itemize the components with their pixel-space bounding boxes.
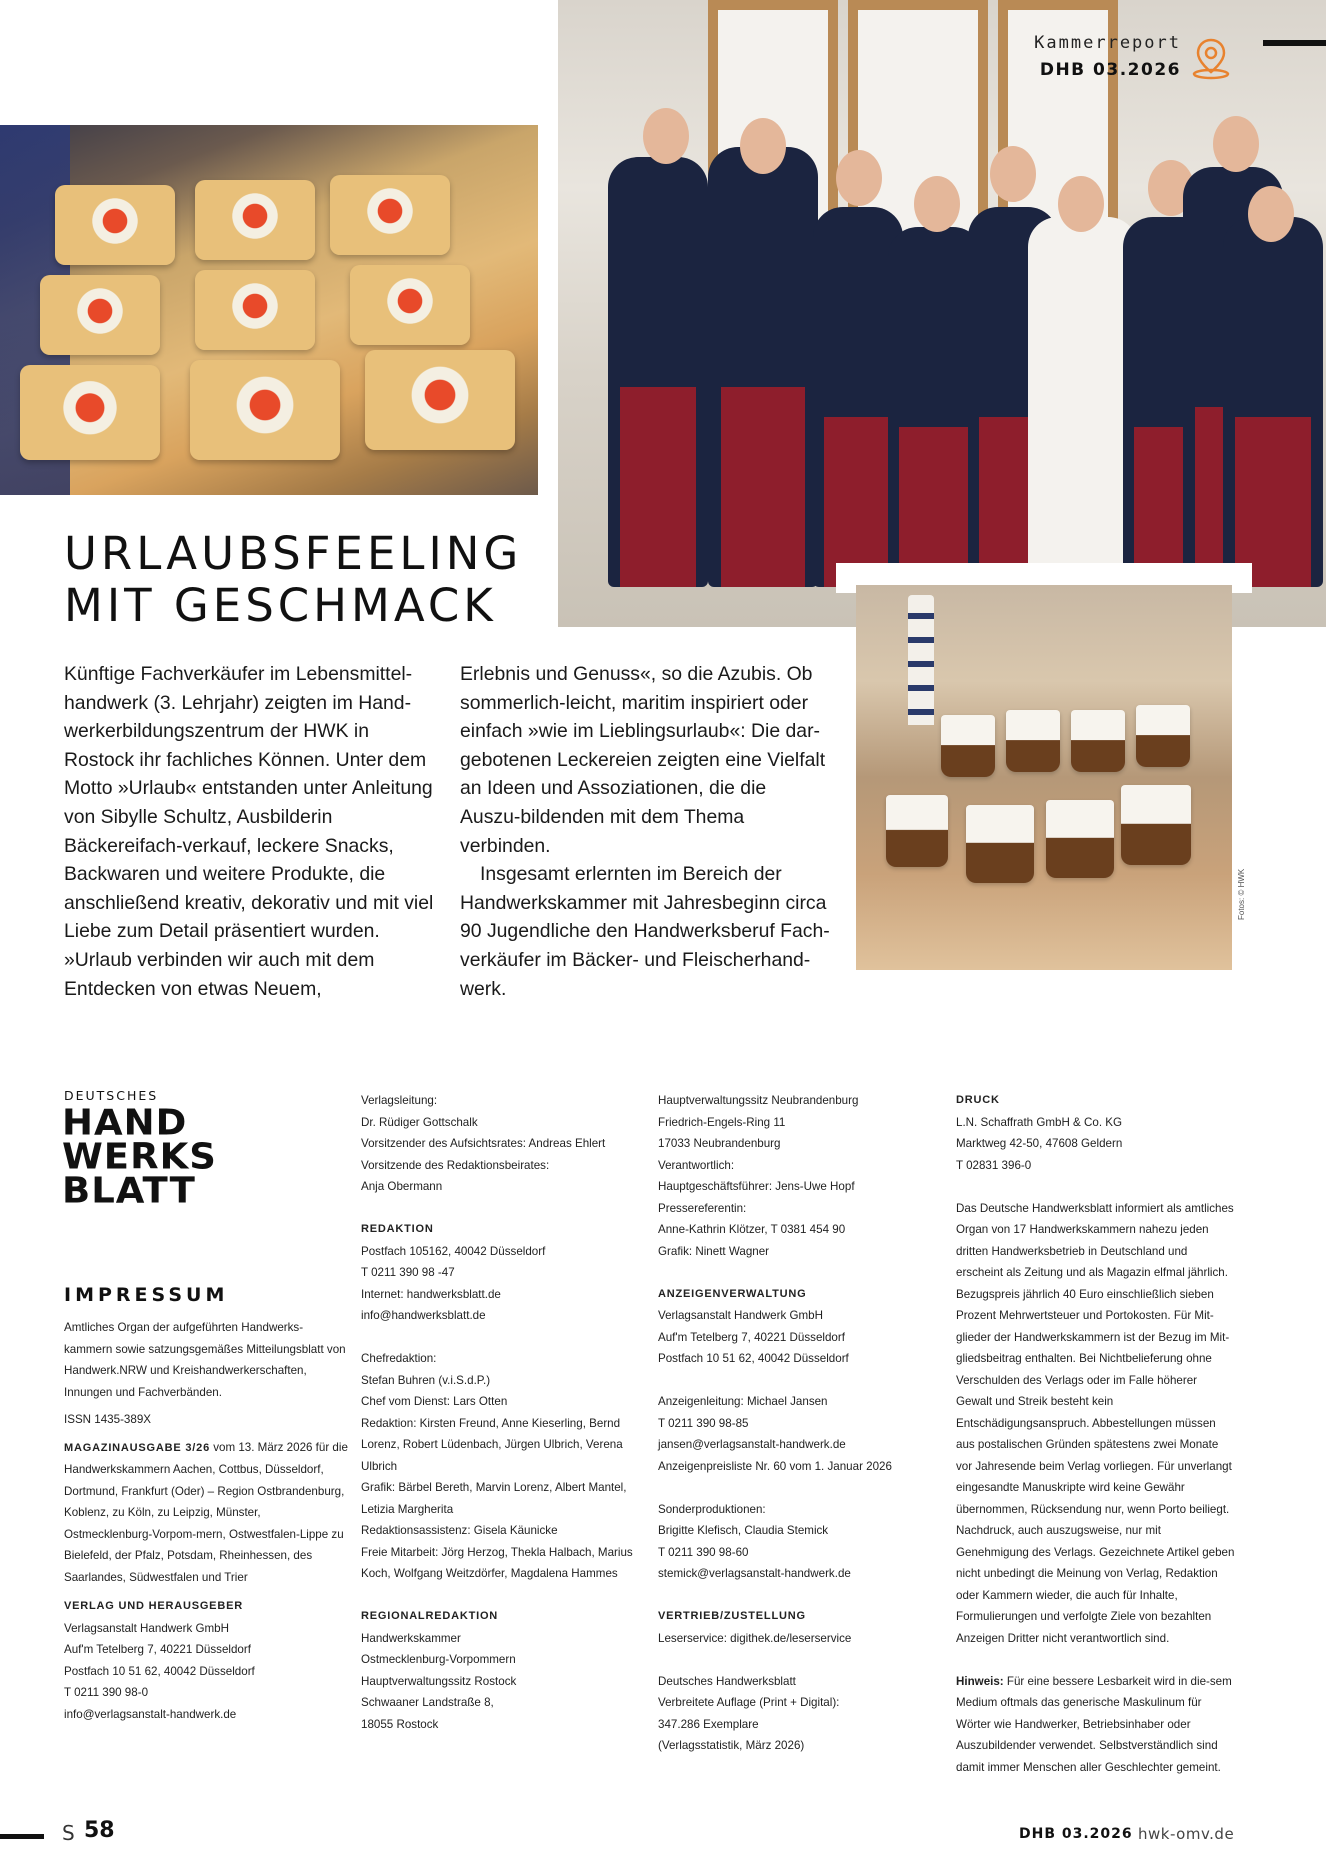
text-line: Redaktion: Kirsten Freund, Anne Kieserling, Bernd Lorenz, Robert Lüdenbach, Jürgen Ulbrich, Verena Ulbrich xyxy=(361,1416,623,1473)
dessert-glass xyxy=(886,795,948,867)
text-line: T 0211 390 98 -47 xyxy=(361,1266,455,1279)
redaktion-heading: REDAKTION xyxy=(361,1223,434,1235)
food-photo xyxy=(0,125,538,495)
publisher-heading: VERLAG UND HERAUSGEBER xyxy=(64,1600,243,1612)
leserservice-link: Leserservice: digithek.de/leserservice xyxy=(658,1631,852,1645)
dessert-glass xyxy=(1136,705,1190,767)
text-line: Postfach 10 51 62, 40042 Düsseldorf xyxy=(658,1352,849,1365)
article-paragraph: Erlebnis und Genuss«, so die Azubis. Ob sommerlich-leicht, maritim inspiriert oder einfach »wie im Lieblingsurlaub«: Die dar-gebotenen Leckereien zeigten eine Vielfalt an Ideen und Assoziationen, die die Auszu-bildenden mit dem Thema verbinden. xyxy=(460,663,826,857)
issue-text: vom 13. März 2026 für die Handwerkskammern Aachen, Cottbus, Düsseldorf, Dortmund, Frankfurt (Oder) – Region Ostbrandenburg, Koblenz, zu Köln, zu Leipzig, Münster, Ostmecklenburg-Vorpom-mern, Ostwestfalen-Lippe zu Bielefeld, der Pfalz, Potsdam, Rheinhessen, des Saarlandes, Südwestfalen und Trier xyxy=(64,1440,348,1584)
vertrieb-heading: VERTRIEB/ZUSTELLUNG xyxy=(658,1610,806,1622)
person-head xyxy=(740,118,786,174)
issue-info xyxy=(64,1437,349,1589)
group-photo xyxy=(558,0,1326,627)
issn: ISSN 1435-389X xyxy=(64,1413,152,1426)
email-link: stemick@verlagsanstalt-handwerk.de xyxy=(658,1567,851,1580)
text-line: Postfach 105162, 40042 Düsseldorf xyxy=(361,1244,546,1258)
text-line: Friedrich-Engels-Ring 11 xyxy=(658,1115,786,1129)
issue-label: DHB 03.2026 xyxy=(1039,60,1181,80)
impressum-column-2 xyxy=(361,1090,641,1735)
person-head xyxy=(914,176,960,232)
impressum-column-1 xyxy=(64,1317,349,1725)
person xyxy=(608,157,708,587)
section-kicker: Kammerreport xyxy=(1034,33,1181,53)
person-head xyxy=(1058,176,1104,232)
text-line: Vorsitzende des Redaktionsbeirates: xyxy=(361,1158,550,1172)
impressum-column-4 xyxy=(956,1090,1236,1778)
tart xyxy=(195,180,315,260)
dessert-glass xyxy=(1046,800,1114,878)
text-line: Brigitte Klefisch, Claudia Stemick xyxy=(658,1524,829,1537)
tart xyxy=(55,185,175,265)
text-line: Chefredaktion: xyxy=(361,1352,437,1365)
impressum-column-3 xyxy=(658,1090,943,1757)
text-line: Freie Mitarbeit: Jörg Herzog, Thekla Halbach, Marius Koch, Wolfgang Weitzdörfer, Magdalena Hammes xyxy=(361,1545,633,1580)
footer-site: hwk-omv.de xyxy=(1138,1825,1235,1843)
text-line: L.N. Schaffrath GmbH & Co. KG xyxy=(956,1115,1123,1129)
text-line: Redaktionsassistenz: Gisela Käunicke xyxy=(361,1524,558,1537)
text-line: Hauptgeschäftsführer: Jens-Uwe Hopf xyxy=(658,1180,855,1193)
text-line: Stefan Buhren (v.i.S.d.P.) xyxy=(361,1373,491,1387)
text-line: Verlagsanstalt Handwerk GmbH xyxy=(658,1309,823,1322)
logo-werks: WERKS xyxy=(62,1136,217,1177)
text-line: Chef vom Dienst: Lars Otten xyxy=(361,1395,508,1408)
text-line: Grafik: Bärbel Bereth, Marvin Lorenz, Albert Mantel, Letizia Margherita xyxy=(361,1481,627,1516)
logo-hand: HAND xyxy=(62,1102,188,1143)
text-line: T 0211 390 98-60 xyxy=(658,1545,749,1559)
headline-line-2: MIT GESCHMACK xyxy=(64,579,497,632)
circulation-count: 347.286 Exemplare xyxy=(658,1717,759,1731)
issue-label: MAGAZINAUSGABE 3/26 xyxy=(64,1441,210,1454)
person-head xyxy=(990,146,1036,202)
instructor xyxy=(1028,217,1138,587)
text-line: Verbreitete Auflage (Print + Digital): xyxy=(658,1696,840,1709)
hinweis-label: Hinweis: xyxy=(956,1674,1004,1688)
publisher-line: Verlagsanstalt Handwerk GmbH xyxy=(64,1621,229,1635)
tart xyxy=(40,275,160,355)
footer-rule xyxy=(0,1834,44,1839)
location-pin-icon xyxy=(1188,36,1234,82)
page-prefix: S xyxy=(62,1821,75,1845)
photo-credit: Fotos: © HWK xyxy=(1237,868,1246,920)
text-line: Verlagsleitung: xyxy=(361,1094,438,1107)
publisher-line: T 0211 390 98-0 xyxy=(64,1686,149,1699)
text-line: Marktweg 42-50, 47608 Geldern xyxy=(956,1137,1123,1150)
lighthouse-figure xyxy=(908,595,934,725)
tart xyxy=(365,350,515,450)
person-head xyxy=(643,108,689,164)
text-line: Hauptverwaltungssitz Neubrandenburg xyxy=(658,1094,859,1107)
publisher-line: Postfach 10 51 62, 40042 Düsseldorf xyxy=(64,1664,255,1678)
tart xyxy=(350,265,470,345)
text-line: Anja Obermann xyxy=(361,1180,443,1193)
email-link: jansen@verlagsanstalt-handwerk.de xyxy=(658,1438,846,1451)
person xyxy=(1223,217,1323,587)
person-head xyxy=(836,150,882,206)
publisher-email: info@verlagsanstalt-handwerk.de xyxy=(64,1707,237,1721)
website-link: Internet: handwerksblatt.de xyxy=(361,1287,501,1301)
regional-heading: REGIONALREDAKTION xyxy=(361,1610,499,1622)
article-paragraph: Künftige Fachverkäufer im Lebensmittel-handwerk (3. Lehrjahr) zeigten im Hand-werkerbildungszentrum der HWK in Rostock ihr fachliches Können. Unter dem Motto »Urlaub« entstanden unter Anleitung von Sibylle Schultz, Ausbilderin Bäckereifach-verkauf, leckere Snacks, Backwaren und weitere Produkte, die anschließend kreativ, dekorativ und mit viel Liebe zum Detail präsentiert wurden. »Urlaub verbinden wir auch mit dem Entdecken von etwas Neuem, xyxy=(64,663,434,1000)
article-paragraph: Insgesamt erlernten im Bereich der Handwerkskammer mit Jahresbeginn circa 90 Jugendliche den Handwerksberuf Fach-verkäufer im Bäcker- und Fleischerhand-werk. xyxy=(460,863,830,1000)
headline-line-1: URLAUBSFEELING xyxy=(64,527,523,580)
text-line: Anzeigenleitung: Michael Jansen xyxy=(658,1395,828,1408)
dessert-glass xyxy=(966,805,1034,883)
page-number: 58 xyxy=(84,1818,115,1843)
email-link: info@handwerksblatt.de xyxy=(361,1309,486,1322)
footer-issue: DHB 03.2026 xyxy=(1019,1826,1133,1842)
text-line: Hauptverwaltungssitz Rostock xyxy=(361,1674,517,1688)
text-line: Ostmecklenburg-Vorpommern xyxy=(361,1653,516,1666)
text-line: Anzeigenpreisliste Nr. 60 vom 1. Januar 2026 xyxy=(658,1459,892,1473)
dessert-glass xyxy=(1006,710,1060,772)
tart xyxy=(190,360,340,460)
person-head xyxy=(1213,116,1259,172)
text-line: Grafik: Ninett Wagner xyxy=(658,1244,770,1258)
logo-kicker: DEUTSCHES xyxy=(64,1088,159,1103)
hinweis-text: Für eine bessere Lesbarkeit wird in die-sem Medium oftmals das generische Maskulinum für Wörter wie Handwerker, Betriebsinhaber oder Auszubildender verwendet. Selbstverständlich sind damit immer Menschen aller Geschlechter gemeint. xyxy=(956,1674,1232,1774)
druck-heading: DRUCK xyxy=(956,1094,1000,1106)
text-line: 17033 Neubrandenburg xyxy=(658,1137,781,1150)
person xyxy=(708,147,818,587)
header-rule xyxy=(1263,40,1326,46)
hinweis-note xyxy=(956,1671,1236,1779)
person-head xyxy=(1248,186,1294,242)
dessert-photo xyxy=(856,585,1232,970)
dessert-glass xyxy=(1071,710,1125,772)
text-line: Anne-Kathrin Klötzer, T 0381 454 90 xyxy=(658,1223,846,1236)
text-line: Dr. Rüdiger Gottschalk xyxy=(361,1115,478,1129)
dessert-glass xyxy=(1121,785,1191,865)
tart xyxy=(20,365,160,460)
text-line: Deutsches Handwerksblatt xyxy=(658,1674,796,1688)
anzeigen-heading: ANZEIGENVERWALTUNG xyxy=(658,1287,807,1300)
logo-blatt: BLATT xyxy=(62,1170,196,1211)
legal-info: Das Deutsche Handwerksblatt informiert als amtliches Organ von 17 Handwerkskammern nahezu jeden dritten Handwerksbetrieb in Deutschland und erscheint als Zeitung und als Magazin elfmal jährlich. Bezugspreis jährlich 40 Euro einschließlich sieben Prozent Mehrwertsteuer und Portokosten. Für Mit-glieder der Handwerkskammern ist der Bezug im Mit-gliedsbeitrag enthalten. Bei Nichtbelieferung ohne Verschulden des Verlags oder im Falle höherer Gewalt und Streik besteht kein Entschädigungsanspruch. Abbestellungen müssen aus postalischen Gründen spätestens zwei Monate vor Jahresende beim Verlag vorliegen. Für unverlangt eingesandte Manuskripte wird keine Gewähr übernommen, Rücksendung nur, wenn Porto beiliegt. Nachdruck, auch auszugsweise, nur mit Genehmigung des Verlags. Gezeichnete Artikel geben nicht unbedingt die Meinung von Verlag, Redaktion oder Kammern wieder, die auch für Inhalte, Formulierungen und verfolgte Ziele von bezahlten Anzeigen Dritter nicht verantwortlich sind. xyxy=(956,1201,1235,1645)
text-line: Vorsitzender des Aufsichtsrates: Andreas Ehlert xyxy=(361,1137,606,1150)
text-line: (Verlagsstatistik, März 2026) xyxy=(658,1739,805,1752)
text-line: Auf'm Tetelberg 7, 40221 Düsseldorf xyxy=(658,1330,845,1344)
dessert-glass xyxy=(941,715,995,777)
text-line: Handwerkskammer xyxy=(361,1631,461,1645)
text-line: Sonderproduktionen: xyxy=(658,1502,766,1516)
text-line: 18055 Rostock xyxy=(361,1717,439,1731)
tart xyxy=(330,175,450,255)
article-headline xyxy=(64,528,522,632)
impressum-intro: Amtliches Organ der aufgeführten Handwerks-kammern sowie satzungsgemäßes Mitteilungsblatt von Handwerk.NRW und Kreishandwerkerschaften, Innungen und Fachverbänden. xyxy=(64,1321,346,1399)
text-line: Schwaaner Landstraße 8, xyxy=(361,1696,494,1709)
text-line: Pressereferentin: xyxy=(658,1201,747,1215)
article-column-2 xyxy=(460,660,830,1003)
tart xyxy=(195,270,315,350)
text-line: T 0211 390 98-85 xyxy=(658,1416,749,1430)
publisher-line: Auf'm Tetelberg 7, 40221 Düsseldorf xyxy=(64,1643,251,1656)
impressum-title: IMPRESSUM xyxy=(64,1284,229,1306)
text-line: Verantwortlich: xyxy=(658,1158,735,1172)
article-column-1 xyxy=(64,660,444,1003)
text-line: T 02831 396-0 xyxy=(956,1158,1032,1172)
